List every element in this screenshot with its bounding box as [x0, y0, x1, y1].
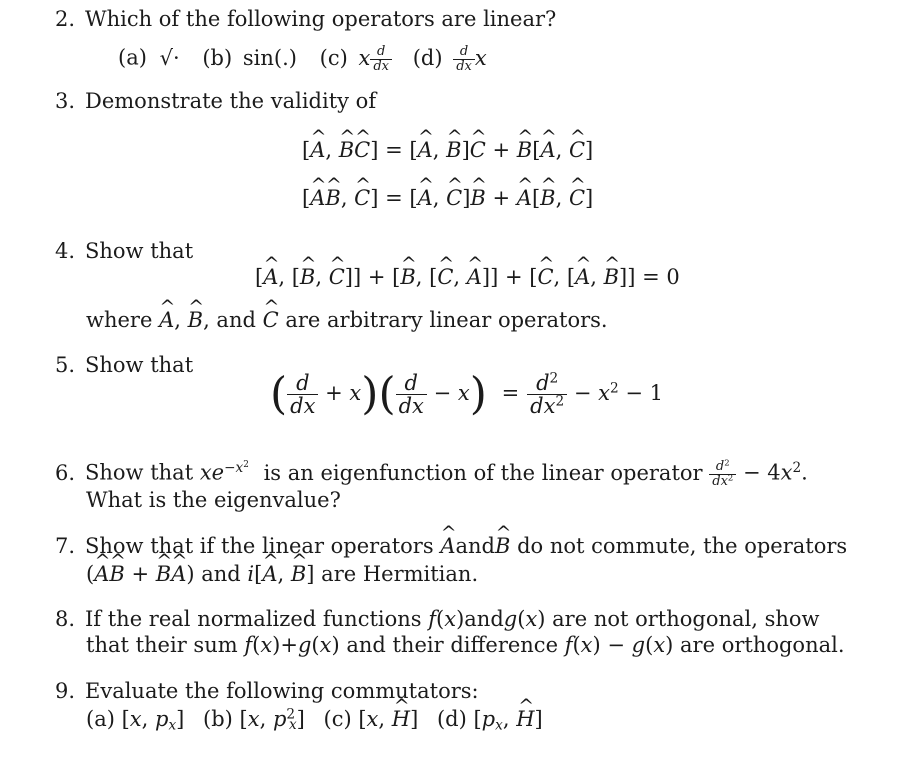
problem-7-text-2: do not commute, the operators	[517, 534, 848, 558]
problem-8-line-2: that their sum f(x)+g(x) and their difference f(x) − g(x) are orthogonal.	[86, 633, 845, 657]
x-d-dx-operator: x $\frac{d}{dx}$	[359, 46, 393, 70]
problem-8-text-3: that their sum	[86, 633, 238, 657]
operator-product-equation: ( $\frac{d}{dx}$ + x)( $\frac{d}{dx}$ − x) = $\frac{d^2}{dx^2}$ − $x^2 - 1$	[270, 368, 663, 420]
problem-3-heading	[55, 91, 376, 112]
problem-4-where-line: where ^ A, ^ B, and ^ C are arbitrary linear operators.	[86, 310, 608, 331]
option-b-label: (b)	[202, 45, 233, 70]
problem-4-text: Show that	[85, 239, 194, 263]
d-dx-x-operator: $\frac{d}{dx}$ x	[453, 46, 487, 70]
problem-2-number: 2.	[55, 7, 76, 31]
problem-5-text: Show that	[85, 353, 194, 377]
commutator-c-label: (c)	[323, 707, 352, 731]
problem-6-line-1: 6. Show that $xe^{-x^2}$ is an eigenfunction of the linear operator $\frac{d^2}{dx^2}$ − $4x^2$.	[55, 457, 808, 489]
jacobi-identity: [^ A, [^ B, ^ C]] + [^ B, [^ C, ^ A]] + [^ C, [^ A, ^ B]] = 0	[255, 267, 680, 288]
problem-6-mid-text: is an eigenfunction of the linear operator	[263, 460, 703, 485]
option-c-label: (c)	[319, 45, 348, 70]
problem-8-number: 8.	[55, 607, 76, 631]
problem-5-heading	[55, 355, 193, 376]
problem-6-question: What is the eigenvalue?	[86, 488, 341, 512]
problem-7-and: and	[455, 534, 495, 558]
problem-6-line-2	[86, 490, 341, 511]
arbitrary-text: are arbitrary linear operators.	[285, 308, 608, 332]
problem-9-number: 9.	[55, 679, 76, 703]
problem-7-line-1: 7. Show that if the linear operators ^ Aand^ B do not commute, the operators	[55, 536, 847, 557]
problem-8-text-2: are not orthogonal, show	[552, 607, 820, 631]
sin-operator: sin(.)	[242, 45, 297, 70]
problem-6-number: 6.	[55, 460, 76, 485]
problem-7-line-2: (^ A^ B + ^ B^ A) and i[^ A, ^ B] are Hermitian.	[86, 564, 478, 585]
option-a-label: (a)	[118, 45, 147, 70]
problem-8-and: and	[464, 607, 504, 631]
problem-2-text: Which of the following operators are linear?	[85, 7, 557, 31]
problem-4-number: 4.	[55, 239, 76, 263]
problem-8-text-1: If the real normalized functions	[85, 607, 422, 631]
problem-8-text-4: and their difference	[346, 633, 558, 657]
option-d-label: (d)	[412, 45, 443, 70]
problem-2-options	[118, 45, 487, 73]
problem-6-text: Show that	[85, 460, 194, 485]
problem-9-text: Evaluate the following commutators:	[85, 679, 479, 703]
problem-4-heading	[55, 241, 193, 262]
problem-5-number: 5.	[55, 353, 76, 377]
problem-9-commutators: (a) [x, $p_x$] (b) [x, $p^2_x$] (c) [x, ^ H] (d) [$p_x$, ^ H]	[86, 709, 543, 730]
problem-7-number: 7.	[55, 534, 76, 558]
sqrt-operator: √·	[159, 45, 180, 70]
problem-2-heading	[55, 9, 556, 30]
and-text: and	[216, 308, 256, 332]
problem-7-hermitian: are Hermitian.	[321, 562, 479, 586]
problem-8-text-5: are orthogonal.	[680, 633, 845, 657]
commutator-identity-2: [^ A^ B, ^ C] = [^ A, ^ C]^ B + ^ A[^ B, ^ C]	[302, 188, 593, 209]
problem-3-text: Demonstrate the validity of	[85, 89, 377, 113]
problem-3-number: 3.	[55, 89, 76, 113]
problem-8-line-1: 8. If the real normalized functions f(x)andg(x) are not orthogonal, show	[55, 607, 820, 631]
where-text: where	[86, 308, 153, 332]
problem-7-text-1: Show that if the linear operators	[85, 534, 434, 558]
commutator-b-label: (b)	[203, 707, 233, 731]
commutator-identity-1: [^ A, ^ B^ C] = [^ A, ^ B]^ C + ^ B[^ A, ^ C]	[302, 140, 593, 161]
commutator-a-label: (a)	[86, 707, 115, 731]
commutator-d-label: (d)	[436, 707, 467, 731]
problem-9-heading	[55, 681, 479, 702]
